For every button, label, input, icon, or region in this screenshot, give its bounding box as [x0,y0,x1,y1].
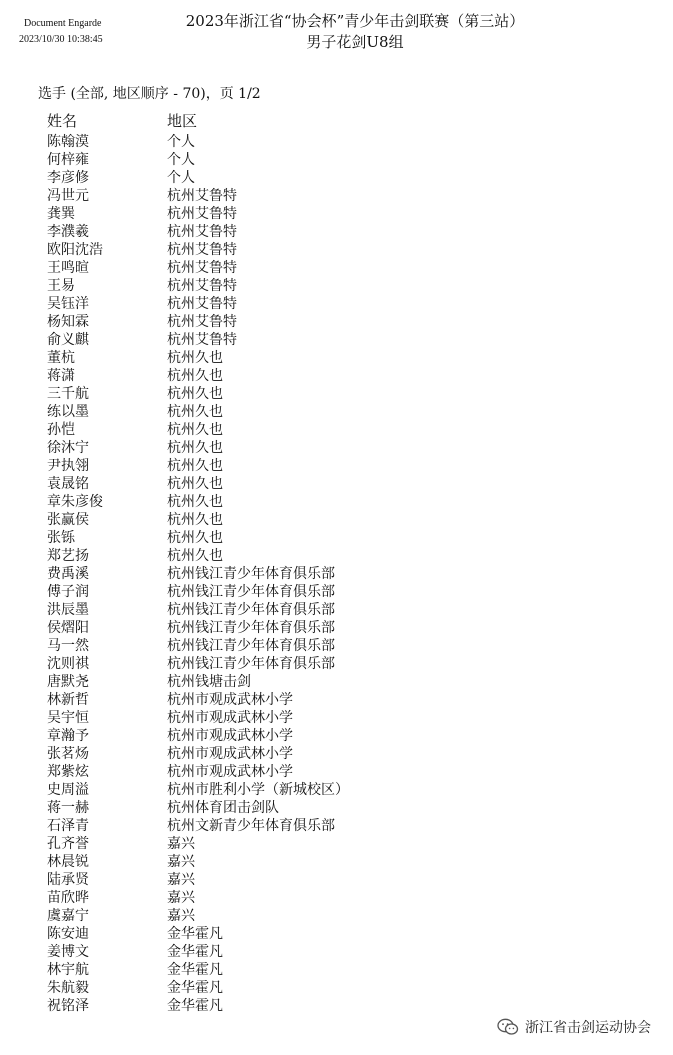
competitor-region: 杭州久也 [167,476,223,492]
table-row [47,799,487,817]
competitor-region: 杭州艾鲁特 [167,314,237,330]
competitor-region: 个人 [167,134,195,150]
table-row [47,691,487,709]
table-row [47,961,487,979]
table-row [47,763,487,781]
table-row [47,871,487,889]
competitor-region: 杭州市胜利小学（新城校区） [167,782,349,798]
competitor-name: 唐默尧 [47,674,89,690]
competitor-region: 嘉兴 [167,854,195,870]
competitor-name: 孔齐誉 [47,836,89,852]
competitor-region: 嘉兴 [167,908,195,924]
competitor-name: 练以墨 [47,404,89,420]
competitor-name: 祝铭泽 [47,998,89,1014]
competitor-name: 林宇航 [47,962,89,978]
competitor-name: 章瀚予 [47,728,89,744]
competitor-region: 杭州久也 [167,458,223,474]
competitor-region: 杭州市观成武林小学 [167,710,293,726]
table-row [47,421,487,439]
competitor-region: 金华霍凡 [167,926,223,942]
competitor-region: 杭州艾鲁特 [167,224,237,240]
list-caption: 选手 (全部, 地区顺序 - 70)，页 1/2 [38,86,261,102]
competitor-region: 杭州久也 [167,404,223,420]
competitor-region: 杭州市观成武林小学 [167,728,293,744]
competitor-region: 杭州艾鲁特 [167,296,237,312]
table-row [47,439,487,457]
competitor-name: 王易 [47,278,75,294]
table-row [47,601,487,619]
competitor-name: 张铄 [47,530,75,546]
competitor-region: 杭州久也 [167,368,223,384]
competitor-name: 洪辰墨 [47,602,89,618]
competitor-name: 孙恺 [47,422,75,438]
table-row [47,403,487,421]
competitor-name: 徐沐宁 [47,440,89,456]
table-row [47,619,487,637]
table-row [47,979,487,997]
table-row [47,673,487,691]
table-row [47,583,487,601]
competitor-region: 金华霍凡 [167,980,223,996]
competitor-name: 李彦修 [47,170,89,186]
competitor-region: 杭州钱江青少年体育俱乐部 [167,566,335,582]
competitor-region: 杭州久也 [167,512,223,528]
competitor-name: 朱航毅 [47,980,89,996]
competitor-region: 杭州艾鲁特 [167,332,237,348]
competitor-region: 嘉兴 [167,836,195,852]
page-subtitle: 男子花剑U8组 [306,33,404,51]
table-row [47,367,487,385]
competitor-region: 杭州钱江青少年体育俱乐部 [167,638,335,654]
competitor-region: 杭州久也 [167,386,223,402]
competitor-name: 费禹溪 [47,566,89,582]
table-row [47,169,487,187]
table-row [47,781,487,799]
competitor-region: 杭州钱江青少年体育俱乐部 [167,656,335,672]
competitor-name: 王鸣暄 [47,260,89,276]
table-row [47,349,487,367]
competitor-region: 嘉兴 [167,890,195,906]
competitor-name: 林新哲 [47,692,89,708]
competitor-name: 欧阳沈浩 [47,242,103,258]
competitor-name: 何梓雍 [47,152,89,168]
table-row [47,187,487,205]
column-header-name: 姓名 [47,112,78,130]
competitor-region: 杭州钱江青少年体育俱乐部 [167,602,335,618]
competitor-name: 史周溢 [47,782,89,798]
table-row [47,313,487,331]
watermark [497,1017,651,1037]
table-row [47,907,487,925]
competitor-name: 章朱彦俊 [47,494,103,510]
competitor-name: 陆承贤 [47,872,89,888]
app-name: Document Engarde [24,18,102,29]
table-row [47,727,487,745]
table-row [47,925,487,943]
table-row [47,547,487,565]
competitor-name: 侯熠阳 [47,620,89,636]
competitor-region: 杭州久也 [167,422,223,438]
competitor-region: 杭州市观成武林小学 [167,746,293,762]
table-row [47,745,487,763]
table-row [47,331,487,349]
table-row [47,943,487,961]
table-row [47,655,487,673]
competitor-name: 张赢侯 [47,512,89,528]
competitor-region: 杭州市观成武林小学 [167,692,293,708]
table-row [47,637,487,655]
competitor-name: 吴钰洋 [47,296,89,312]
competitor-name: 李濮羲 [47,224,89,240]
competitor-region: 杭州文新青少年体育俱乐部 [167,818,335,834]
competitor-name: 蒋潇 [47,368,75,384]
competitor-region: 杭州久也 [167,548,223,564]
table-row [47,133,487,151]
competitor-region: 杭州久也 [167,530,223,546]
document-header-meta [19,16,103,48]
competitor-region: 杭州艾鲁特 [167,278,237,294]
table-row [47,457,487,475]
table-row [47,709,487,727]
competitor-region: 个人 [167,170,195,186]
competitor-region: 金华霍凡 [167,944,223,960]
competitor-region: 杭州体育团击剑队 [167,800,279,816]
competitor-region: 杭州艾鲁特 [167,242,237,258]
competitor-name: 郑艺扬 [47,548,89,564]
table-row [47,241,487,259]
competitor-name: 沈则祺 [47,656,89,672]
table-row [47,259,487,277]
table-row [47,565,487,583]
competitor-region: 杭州钱江青少年体育俱乐部 [167,584,335,600]
watermark-text: 浙江省击剑运动协会 [525,1020,651,1036]
competitor-name: 陈安迪 [47,926,89,942]
competitor-name: 冯世元 [47,188,89,204]
competitor-region: 杭州钱江青少年体育俱乐部 [167,620,335,636]
wechat-icon [497,1018,519,1036]
competitor-region: 杭州久也 [167,494,223,510]
competitor-region: 金华霍凡 [167,998,223,1014]
table-row [47,853,487,871]
competitor-name: 姜博文 [47,944,89,960]
print-timestamp: 2023/10/30 10:38:45 [19,34,103,45]
table-row [47,889,487,907]
competitor-name: 蒋一赫 [47,800,89,816]
title-block [150,11,560,53]
table-row [47,835,487,853]
competitor-name: 林晨锐 [47,854,89,870]
table-row [47,817,487,835]
competitor-name: 董杭 [47,350,75,366]
competitor-name: 马一然 [47,638,89,654]
competitor-name: 虞嘉宁 [47,908,89,924]
competitor-region: 杭州久也 [167,440,223,456]
competitor-name: 石泽青 [47,818,89,834]
competitor-region: 个人 [167,152,195,168]
competitor-name: 杨知霖 [47,314,89,330]
competitor-name: 俞义麒 [47,332,89,348]
competitor-name: 苗欣晔 [47,890,89,906]
table-row [47,493,487,511]
competitor-name: 张茗炀 [47,746,89,762]
competitor-region: 杭州久也 [167,350,223,366]
table-body [47,133,487,1015]
competitor-region: 杭州钱塘击剑 [167,674,251,690]
column-header-region: 地区 [167,112,198,130]
competitor-name: 郑紫炫 [47,764,89,780]
competitor-region: 杭州艾鲁特 [167,260,237,276]
table-row [47,223,487,241]
table-row [47,385,487,403]
competitor-name: 傅子润 [47,584,89,600]
table-row [47,277,487,295]
table-row [47,997,487,1015]
competitor-region: 杭州艾鲁特 [167,206,237,222]
competitor-region: 杭州艾鲁特 [167,188,237,204]
table-row [47,295,487,313]
table-row [47,205,487,223]
competitor-region: 嘉兴 [167,872,195,888]
competitor-name: 吴宇恒 [47,710,89,726]
competitor-name: 龚巽 [47,206,75,222]
competitor-name: 三千航 [47,386,89,402]
competitor-name: 袁晟铭 [47,476,89,492]
competitor-name: 尹执翎 [47,458,89,474]
table-row [47,529,487,547]
competitor-name: 陈翰漠 [47,134,89,150]
competitor-region: 杭州市观成武林小学 [167,764,293,780]
table-row [47,475,487,493]
table-header-row [47,111,487,133]
page-title: 2023年浙江省“协会杯”青少年击剑联赛（第三站） [185,12,525,30]
competitor-region: 金华霍凡 [167,962,223,978]
table-row [47,151,487,169]
competitor-table [47,111,487,1015]
table-row [47,511,487,529]
